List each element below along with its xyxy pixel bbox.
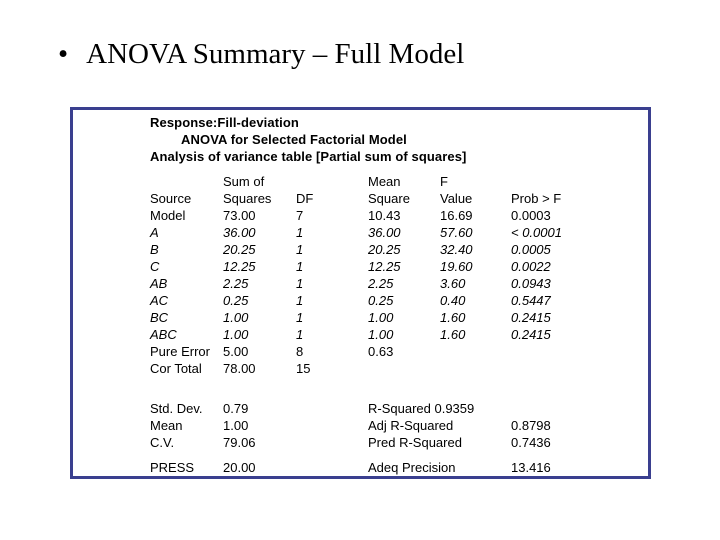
row-p: < 0.0001 (511, 225, 562, 240)
row-f: 0.40 (440, 293, 466, 308)
row-p: 0.0943 (511, 276, 551, 291)
press-value: 20.00 (223, 460, 256, 475)
row-df: 1 (296, 259, 304, 274)
row-ss: 2.25 (223, 276, 249, 291)
row-ms: 36.00 (368, 225, 401, 240)
row-p: 0.0005 (511, 242, 551, 257)
row-source: BC (150, 310, 169, 325)
row-f: 57.60 (440, 225, 473, 240)
cv-label: C.V. (150, 435, 175, 450)
row-source: Model (150, 208, 186, 223)
row-f: 16.69 (440, 208, 473, 223)
row-f: 19.60 (440, 259, 473, 274)
header-source: Source (150, 191, 192, 206)
row-source: B (150, 242, 159, 257)
slide-title (58, 38, 464, 71)
row-df: 8 (296, 344, 304, 359)
header-p: Prob > F (511, 191, 562, 206)
std-dev-value: 0.79 (223, 401, 249, 416)
press-label: PRESS (150, 460, 195, 475)
row-f: 32.40 (440, 242, 473, 257)
row-f: 3.60 (440, 276, 466, 291)
row-ms: 1.00 (368, 310, 394, 325)
std-dev-label: Std. Dev. (150, 401, 203, 416)
table-type-line: Analysis of variance table [Partial sum of squares] (150, 149, 467, 164)
header-ms-2: Square (368, 191, 410, 206)
row-ms: 0.25 (368, 293, 394, 308)
row-ss: 20.25 (223, 242, 256, 257)
mean-label: Mean (150, 418, 183, 433)
header-ss-2: Squares (223, 191, 272, 206)
cv-value: 79.06 (223, 435, 256, 450)
row-source: AB (150, 276, 168, 291)
header-f-1: F (440, 174, 448, 189)
response-line: Response:Fill-deviation (150, 115, 299, 130)
row-df: 1 (296, 225, 304, 240)
row-ms: 20.25 (368, 242, 401, 257)
adeq-precision-value: 13.416 (511, 460, 551, 475)
row-p: 0.0003 (511, 208, 551, 223)
row-p: 0.2415 (511, 310, 551, 325)
header-df: DF (296, 191, 314, 206)
row-ss: 1.00 (223, 310, 249, 325)
row-ms: 2.25 (368, 276, 394, 291)
row-p: 0.5447 (511, 293, 551, 308)
row-df: 1 (296, 242, 304, 257)
adeq-precision-label: Adeq Precision (368, 460, 456, 475)
header-ms-1: Mean (368, 174, 401, 189)
row-source: Cor Total (150, 361, 202, 376)
row-p: 0.0022 (511, 259, 551, 274)
row-df: 1 (296, 310, 304, 325)
pred-r-squared-value: 0.7436 (511, 435, 551, 450)
adj-r-squared-label: Adj R-Squared (368, 418, 454, 433)
row-ss: 78.00 (223, 361, 256, 376)
r-squared: R-Squared 0.9359 (368, 401, 475, 416)
slide-title-text: ANOVA Summary – Full Model (86, 38, 465, 70)
row-df: 1 (296, 327, 304, 342)
row-source: Pure Error (150, 344, 210, 359)
row-p: 0.2415 (511, 327, 551, 342)
row-df: 1 (296, 293, 304, 308)
row-f: 1.60 (440, 310, 466, 325)
header-ss-1: Sum of (223, 174, 265, 189)
row-ss: 73.00 (223, 208, 256, 223)
bullet: • (58, 38, 69, 70)
row-ss: 12.25 (223, 259, 256, 274)
row-ss: 1.00 (223, 327, 249, 342)
row-ss: 36.00 (223, 225, 256, 240)
row-ss: 0.25 (223, 293, 249, 308)
row-ms: 1.00 (368, 327, 394, 342)
row-df: 1 (296, 276, 304, 291)
row-source: A (150, 225, 159, 240)
row-df: 7 (296, 208, 304, 223)
row-ms: 12.25 (368, 259, 401, 274)
row-source: C (150, 259, 160, 274)
row-ms: 10.43 (368, 208, 401, 223)
row-df: 15 (296, 361, 311, 376)
mean-value: 1.00 (223, 418, 249, 433)
adj-r-squared-value: 0.8798 (511, 418, 551, 433)
row-f: 1.60 (440, 327, 466, 342)
row-ms: 0.63 (368, 344, 394, 359)
row-ss: 5.00 (223, 344, 249, 359)
row-source: ABC (150, 327, 177, 342)
row-source: AC (150, 293, 169, 308)
model-line: ANOVA for Selected Factorial Model (181, 132, 407, 147)
pred-r-squared-label: Pred R-Squared (368, 435, 462, 450)
header-f-2: Value (440, 191, 473, 206)
